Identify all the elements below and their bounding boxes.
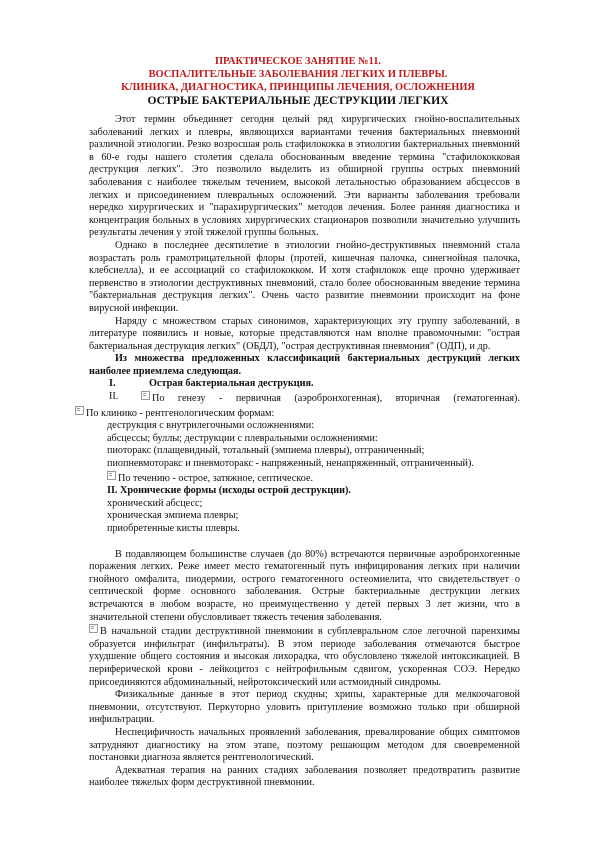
clinical-line-3: пиоторакс (плащевидный, тотальный (эмпиема плевры), отграниченный; (107, 445, 425, 457)
item-1-number: I. (109, 378, 116, 390)
header-line-1: ПРАКТИЧЕСКОЕ ЗАНЯТИЕ №11. (214, 56, 382, 67)
symbol-icon (75, 406, 84, 415)
chronic-forms-title: II. Хронические формы (исходы острой деструкции). (107, 485, 351, 497)
header-line-2: ВОСПАЛИТЕЛЬНЫЕ ЗАБОЛЕВАНИЯ ЛЕГКИХ И ПЛЕВРЫ. (148, 69, 448, 80)
paragraph-2: Однако в последнее десятилетие в этиологии гнойно-деструктивных пневмоний стала возрастать роль грамотрицательной флоры (протей, кишечная палочка, синегнойная палочка, клебсиелла), и ее ассоциаций со стафилококком. И хотя стафилокок еще прочно удерживает первенство в этиологии деструктивных пневмоний, стало более обоснованным введение термина "бактериальная деструкция легких". Очень часто развитие пневмонии происходит на фоне вирусной инфекции. (89, 239, 520, 314)
paragraph-4: Из множества предложенных классификаций бактериальных деструкций легких наиболее приемлема следующая. (89, 353, 520, 377)
chronic-item-3: приобретенные кисты плевры. (107, 523, 240, 534)
symbol-icon (89, 624, 98, 633)
chronic-item-1: хронический абсцесс; (107, 497, 203, 509)
paragraph-7: Физикальные данные в этот период скудны; хрипы, характерные для мелкоочаговой пневмонии, отсутствуют. Перкуторно уловить притупление возможно только при обширной инфильтрации. (89, 689, 520, 726)
paragraph-5: В подавляющем большинстве случаев (до 80%) встречаются первичные аэробронхогенные поражения легких. Реже имеет место гематогенный путь инфицирования легких при наличии гнойного омфалита, пиодермии, острого гематогенного остеомиелита, что свидетельствует о септической форме основного заболевания. Острые бактериальные деструкции легких встречаются в любом возрасте, но преимущественно у детей первых 3 лет жизни, что в значительной степени обусловливает тяжесть течения заболевания. (89, 548, 520, 623)
page-title: ОСТРЫЕ БАКТЕРИАЛЬНЫЕ ДЕСТРУКЦИИ ЛЕГКИХ (147, 94, 449, 107)
chronic-item-2: хроническая эмпиема плевры; (107, 510, 239, 522)
item-2-number: II. (109, 391, 119, 403)
symbol-icon (141, 391, 150, 400)
clinical-line-1: деструкция с внутрилегочными осложнениями: (107, 420, 315, 432)
item-1-title: Острая бактериальная деструкция. (149, 378, 314, 390)
symbol-icon (107, 471, 116, 480)
classification-genesis (89, 391, 520, 406)
header-line-3: КЛИНИКА, ДИАГНОСТИКА, ПРИНЦИПЫ ЛЕЧЕНИЯ, ОСЛОЖНЕНИЯ (121, 82, 475, 93)
paragraph-6: В начальной стадии деструктивной пневмонии в субплевральном слое легочной паренхимы образуется инфильтрат (инфильтраты). В этом периоде заболевания отмечаются быстрое ухудшение общего состояния и высокая лихорадка, что обусловлено тяжелой интоксикацией. В периферической крови - лейкоцитоз с нейтрофильным сдвигом, ускоренная СОЭ. Нередко присоединяются абдоминальный, нейротоксический или астмоидный синдромы. (89, 626, 520, 688)
clinical-forms-label: По клинико - рентгенологическим формам: (86, 407, 275, 419)
clinical-line-4: пиопневмоторакс и пневмоторакс - напряженный, ненапряженный, отграниченный). (107, 458, 474, 470)
course-text: По течению - острое, затяжное, септическое. (118, 472, 314, 484)
classification-item-1 (89, 378, 520, 391)
paragraph-9: Адекватная терапия на ранних стадиях заболевания позволяет предотвратить развитие наиболее тяжелых форм деструктивной пневмонии. (89, 764, 520, 789)
paragraph-1: Этот термин объединяет сегодня целый ряд хирургических гнойно-воспалительных заболеваний легких и плевры, являющихся вариантами течения бактериальных пневмоний различной этиологии. Резко возросшая роль стафилококка в этиологии бактериальных пневмоний в 60-е годы нашего столетия сделала обоснованным введение термина "стафилококковая деструкция легких". Это позволило выделить из обширной группы острых пневмоний заболевания с наиболее тяжелым течением, высокой летальностью образованием абсцессов в легких и присоединением плевральных осложнений. Эти варианты заболевания требовали нередко хирургических и "парахирургических" методов лечения. Более ранняя диагностика и концентрация больных в условиях хирургических стационаров позволили значительно улучшить результаты лечения у этой тяжелой группы больных. (89, 114, 520, 239)
paragraph-3: Наряду с множеством старых синонимов, характеризующих эту группу заболеваний, в литературе появились и новые, которые представляются нам вполне правомочными: "острая бактериальная деструкция легких" (ОБДЛ), "острая деструктивная пневмония" (ОДП), и др. (89, 315, 520, 352)
document-body (86, 114, 520, 790)
clinical-line-2: абсцессы; буллы; деструкции с плевральными осложнениями: (107, 432, 378, 444)
paragraph-8: Неспецифичность начальных проявлений заболевания, превалирование общих симптомов затрудняют диагностику на этом этапе, поэтому решающим методом для своевременной постановки диагноза является рентгенологический. (89, 726, 520, 764)
genesis-text: По генезу - первичная (аэробронхогенная), вторичная (гематогенная). (152, 393, 520, 405)
